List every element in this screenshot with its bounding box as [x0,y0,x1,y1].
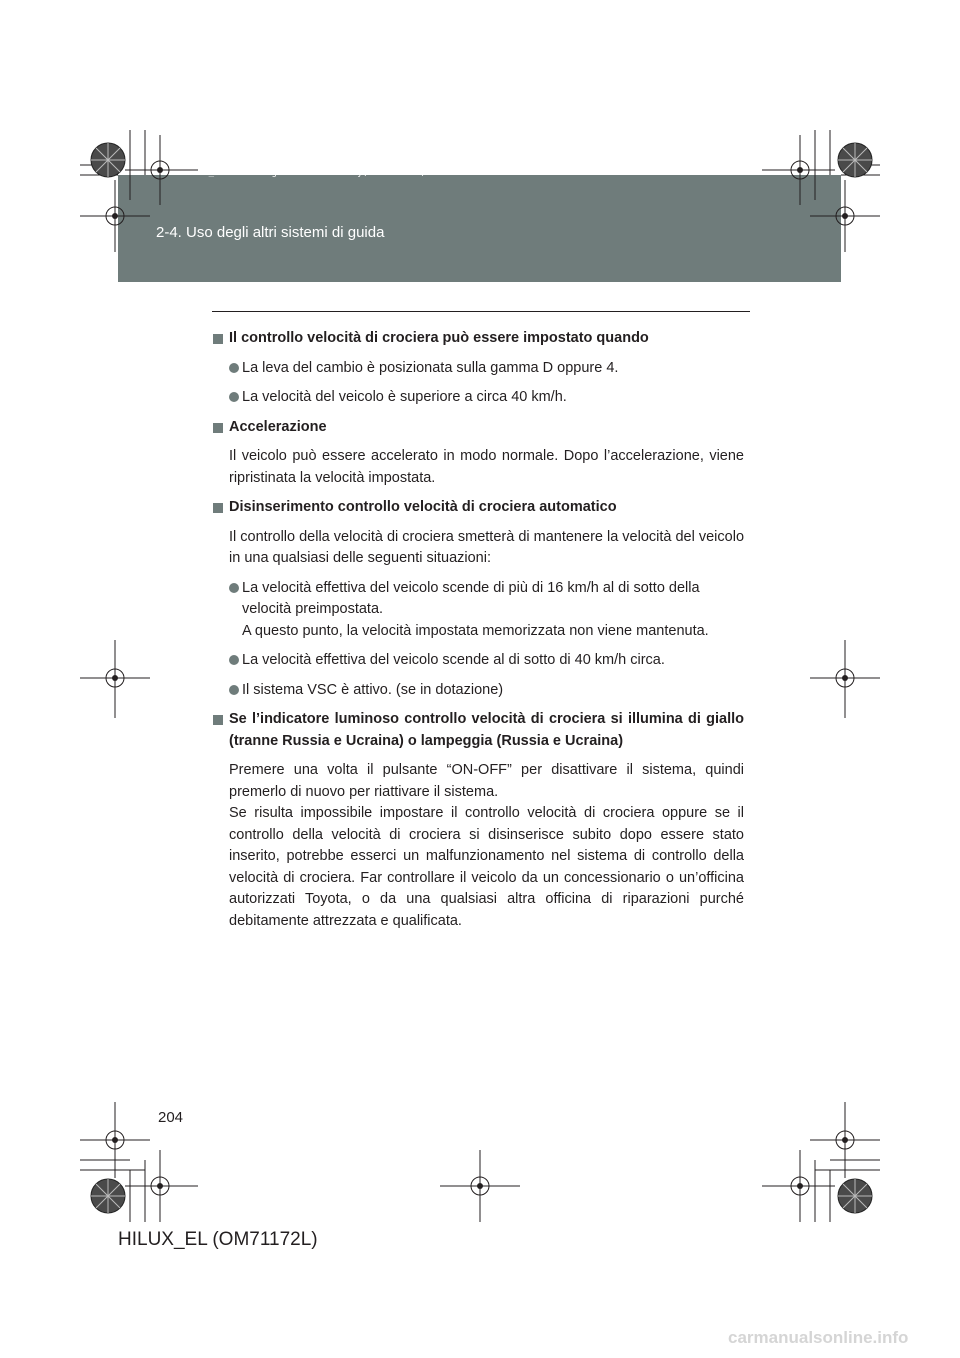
square-bullet-icon [213,715,223,725]
heading-conditions: Il controllo velocità di crociera può essere impostato quando [212,328,744,350]
heading-indicator: Se l’indicatore luminoso controllo velocità di crociera si illumina di giallo (tranne Russia e Ucraina) o lampeggia (Russia e Ucraina) [212,709,744,752]
section-title: 2-4. Uso degli altri sistemi di guida [156,224,385,241]
watermark: carmanualsonline.info [728,1328,909,1347]
list-item: Il sistema VSC è attivo. (se in dotazione) [212,680,744,702]
list-item: La velocità effettiva del veicolo scende di più di 16 km/h al di sotto della velocità preimpostata. A questo punto, la velocità impostata memorizzata non viene mantenuta. [212,578,744,643]
list-item: La velocità del veicolo è superiore a circa 40 km/h. [212,387,744,409]
round-bullet-icon [229,363,239,373]
square-bullet-icon [213,423,223,433]
list-item: La leva del cambio è posizionata sulla gamma D oppure 4. [212,358,744,380]
round-bullet-icon [229,685,239,695]
round-bullet-icon [229,655,239,665]
heading-acceleration: Accelerazione [212,417,744,439]
heading-disengagement: Disinserimento controllo velocità di crociera automatico [212,497,744,519]
body-content [212,328,744,940]
book-stamp: HILUX_EL.book Page 204 Wednesday, March 23, 2011 3:30 PM [180,168,501,178]
paragraph: Il controllo della velocità di crociera smetterà di mantenere la velocità del veicolo in una qualsiasi delle seguenti situazioni: [229,528,745,566]
round-bullet-icon [229,583,239,593]
list-item: La velocità effettiva del veicolo scende al di sotto di 40 km/h circa. [212,650,744,672]
top-rule [212,311,750,312]
square-bullet-icon [213,334,223,344]
page-number: 204 [158,1109,184,1126]
square-bullet-icon [213,503,223,513]
round-bullet-icon [229,392,239,402]
paragraph: Il veicolo può essere accelerato in modo normale. Dopo l’accelerazione, viene ripristinata la velocità impostata. [229,448,744,486]
paragraph: Premere una volta il pulsante “ON-OFF” per disattivare il sistema, quindi premerlo di nuovo per riattivare il sistema. Se risulta impossibile impostare il controllo velocità di crociera oppure se il controllo della velocità di crociera si disinserisce subito dopo essere stato inserito, potrebbe esserci un malfunzionamento nel sistema di controllo della velocità di crociera. Far controllare il veicolo da un concessionario o un’officina autorizzati Toyota, o da una qualsiasi altra officina di riparazioni purché debitamente attrezzata e qualificata. [229,762,744,929]
document-code: HILUX_EL (OM71172L) [118,1229,318,1250]
